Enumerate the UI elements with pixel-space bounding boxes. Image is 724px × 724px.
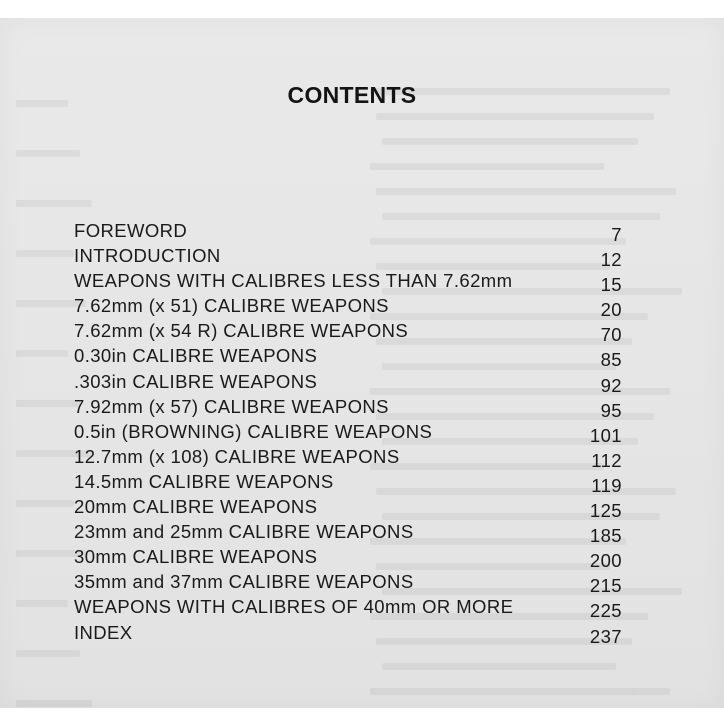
toc-entry-title: .303in CALIBRE WEAPONS bbox=[74, 370, 318, 392]
toc-entry bbox=[74, 345, 622, 370]
toc-entry bbox=[74, 270, 622, 295]
toc-entry-title: INTRODUCTION bbox=[74, 245, 221, 267]
toc-entry-page: 112 bbox=[591, 449, 622, 471]
toc-entry-page: 95 bbox=[600, 399, 622, 421]
toc-entry-title: WEAPONS WITH CALIBRES OF 40mm OR MORE bbox=[74, 596, 514, 618]
toc-entry-title: 7.62mm (x 54 R) CALIBRE WEAPONS bbox=[74, 320, 409, 342]
toc-entry bbox=[74, 521, 622, 546]
show-through-line bbox=[16, 700, 92, 707]
toc-entry-title: 7.92mm (x 57) CALIBRE WEAPONS bbox=[74, 395, 389, 417]
toc-entry bbox=[74, 496, 622, 521]
show-through-line bbox=[16, 150, 80, 157]
toc-entry-page: 125 bbox=[589, 500, 622, 522]
toc-entry-page: 20 bbox=[600, 299, 622, 321]
toc-entry bbox=[74, 371, 622, 396]
show-through-line bbox=[370, 688, 670, 695]
toc-entry-page: 85 bbox=[600, 349, 622, 371]
table-of-contents bbox=[74, 220, 622, 647]
toc-entry-title: 20mm CALIBRE WEAPONS bbox=[74, 496, 318, 518]
toc-entry-title: INDEX bbox=[74, 621, 133, 643]
toc-entry bbox=[74, 471, 622, 496]
toc-entry-page: 92 bbox=[600, 374, 622, 396]
toc-entry bbox=[74, 546, 622, 571]
toc-entry-page: 185 bbox=[589, 525, 622, 547]
toc-entry bbox=[74, 421, 622, 446]
toc-entry-title: 0.5in (BROWNING) CALIBRE WEAPONS bbox=[74, 420, 433, 442]
toc-entry-title: FOREWORD bbox=[74, 220, 188, 241]
toc-entry-title: 12.7mm (x 108) CALIBRE WEAPONS bbox=[74, 445, 400, 467]
toc-entry bbox=[74, 220, 622, 245]
show-through-line bbox=[16, 400, 80, 407]
toc-entry bbox=[74, 596, 622, 621]
book-page bbox=[0, 18, 724, 708]
toc-entry-page: 237 bbox=[589, 625, 622, 647]
toc-entry-page: 70 bbox=[600, 324, 622, 346]
toc-entry bbox=[74, 446, 622, 471]
toc-entry-title: 30mm CALIBRE WEAPONS bbox=[74, 546, 318, 568]
toc-entry-page: 119 bbox=[591, 474, 622, 496]
toc-entry-title: 0.30in CALIBRE WEAPONS bbox=[74, 345, 318, 367]
toc-entry-title: 7.62mm (x 51) CALIBRE WEAPONS bbox=[74, 295, 389, 317]
show-through-line bbox=[382, 663, 616, 670]
toc-entry bbox=[74, 396, 622, 421]
toc-entry-page: 12 bbox=[600, 249, 622, 271]
toc-entry-page: 215 bbox=[589, 575, 622, 597]
toc-entry-title: WEAPONS WITH CALIBRES LESS THAN 7.62mm bbox=[74, 270, 513, 292]
toc-entry bbox=[74, 622, 622, 647]
toc-entry bbox=[74, 295, 622, 320]
show-through-line bbox=[16, 350, 68, 357]
toc-entry-page: 200 bbox=[589, 550, 622, 572]
show-through-line bbox=[376, 113, 654, 120]
show-through-line bbox=[16, 600, 68, 607]
toc-entry-title: 35mm and 37mm CALIBRE WEAPONS bbox=[74, 571, 414, 593]
show-through-line bbox=[376, 188, 676, 195]
toc-entry bbox=[74, 571, 622, 596]
show-through-line bbox=[16, 650, 80, 657]
show-through-line bbox=[370, 163, 604, 170]
show-through-line bbox=[16, 500, 74, 507]
toc-entry bbox=[74, 320, 622, 345]
toc-entry-title: 23mm and 25mm CALIBRE WEAPONS bbox=[74, 521, 414, 543]
toc-entry bbox=[74, 245, 622, 270]
show-through-line bbox=[16, 250, 74, 257]
toc-entry-title: 14.5mm CALIBRE WEAPONS bbox=[74, 470, 334, 492]
toc-entry-page: 225 bbox=[589, 600, 622, 622]
show-through-line bbox=[16, 200, 92, 207]
toc-entry-page: 7 bbox=[611, 224, 622, 245]
show-through-line bbox=[382, 138, 638, 145]
page-title: CONTENTS bbox=[287, 82, 417, 108]
show-through-line bbox=[382, 213, 660, 220]
toc-entry-page: 15 bbox=[600, 274, 622, 296]
toc-entry-page: 101 bbox=[589, 424, 622, 446]
